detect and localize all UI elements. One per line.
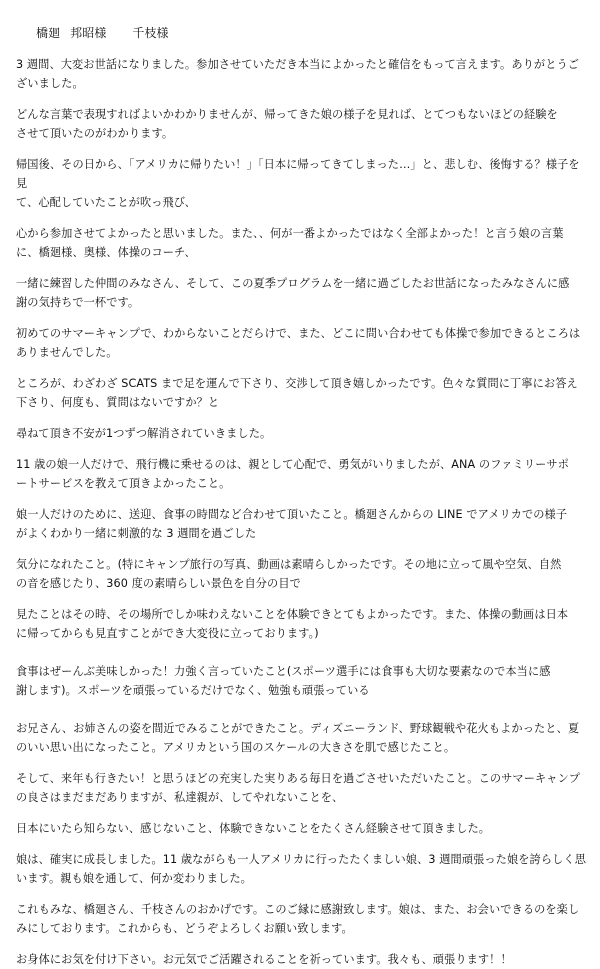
letter-paragraph [16,850,586,888]
paragraph-line: ところが、わざわざ SCATS まで足を運んで下さり、交渉して頂き嬉しかったです。色々な質問に丁寧にお答え [16,377,578,390]
paragraph-line: 見たことはその時、その場所でしか味わえないことを体験できとてもよかったです。また、体操の動画は日本 [16,608,569,621]
recipient-wife: 千枝様 [132,26,169,40]
letter-paragraph [16,555,586,593]
paragraph-line: 初めてのサマーキャンプで、わからないことだらけで、また、どこに問い合わせても体操で参加できるところは [16,327,581,340]
paragraph-line: そして、来年も行きたい！と思うほどの充実した実りある毎日を過ごさせいただいたこと。このサマーキャンプ [16,772,581,785]
letter-paragraph [16,900,586,938]
paragraph-line: ありませんでした。 [16,346,118,359]
paragraph-line: の音を感じたり、360 度の素晴らしい景色を自分の目で [16,577,301,590]
letter-paragraph [16,105,586,143]
paragraph-line: 食事はぜーんぶ美味しかった！力強く言っていたこと(スポーツ選手には食事も大切な要素なので本当に感 [16,665,551,678]
letter-paragraph [16,55,586,93]
paragraph-line: お兄さん、お姉さんの姿を間近でみることができたこと。ディズニーランド、野球観戦や花火もよかったと、夏 [16,722,580,735]
paragraph-line: 娘一人だけのために、送迎、食事の時間など合わせて頂いたこと。橋廻さんからの LINE でアメリカでの様子 [16,508,568,521]
letter-paragraph [16,274,586,312]
paragraph-line: 日本にいたら知らない、感じないこと、体験できないことをたくさん経験させて頂きました。 [16,822,491,835]
letter-paragraph [16,424,586,443]
letter-paragraph [16,662,586,700]
paragraph-line: 11 歳の娘一人だけで、飛行機に乗せるのは、親として心配で、勇気がいりましたが、ANA のファミリーサポ [16,458,569,471]
paragraph-line: させて頂いたのがわかります。 [16,127,174,140]
letter-paragraph [16,374,586,412]
paragraph-line: どんな言葉で表現すればよいかわかりませんが、帰ってきた娘の様子を見れば、とてつもないほどの経験を [16,108,558,121]
letter-paragraph [16,155,586,212]
letter-body [16,55,586,969]
letter-paragraph [16,224,586,262]
paragraph-line: に、橋廻様、奥様、体操のコーチ、 [16,246,196,259]
paragraph-line: 帰国後、その日から、「アメリカに帰りたい！」「日本に帰ってきてしまった…」と、悲しむ、後悔する？様子を見 [16,158,580,190]
paragraph-line: 下さり、何度も、質問はないですか？と [16,396,220,409]
paragraph-line: て、心配していたことが吹っ飛び、 [16,196,196,209]
paragraph-line: 3 週間、大変お世話になりました。参加させていただき本当によかったと確信をもって言えます。ありがとうご [16,58,580,71]
paragraph-line: の良さはまだまだありますが、私達親が、してやれないことを、 [16,791,344,804]
paragraph-line: これもみな、橋廻さん、千枝さんのおかげです。このご縁に感謝致します。娘は、また、お会いできるのを楽し [16,903,580,916]
letter-paragraph [16,455,586,493]
recipient-surname: 橋廻 [36,26,61,40]
paragraph-line: みにしております。これからも、どうぞよろしくお願い致します。 [16,922,353,935]
letter-salutation [16,24,586,43]
letter-paragraph [16,950,586,969]
paragraph-line: ざいました。 [16,77,84,90]
paragraph-line: のいい思い出になったこと。アメリカという国のスケールの大きさを肌で感じたこと。 [16,741,456,754]
letter-paragraph [16,324,586,362]
paragraph-line: ートサービスを教えて頂きよかったこと。 [16,477,231,490]
paragraph-line: 一緒に練習した仲間のみなさん、そして、この夏季プログラムを一緒に過ごしたお世話になったみなさんに感 [16,277,570,290]
letter-paragraph [16,769,586,807]
paragraph-line: 尋ねて頂き不安が1つずつ解消されていきました。 [16,427,272,440]
paragraph-line: 気分になれたこと。(特にキャンプ旅行の写真、動画は素晴らしかったです。その地に立って風や空気、自然 [16,558,562,571]
paragraph-line: 心から参加させてよかったと思いました。また、、何が一番よかったではなく全部よかった！と言う娘の言葉 [16,227,564,240]
paragraph-line: がよくわかり一緒に刺激的な 3 週間を過ごした [16,527,257,540]
paragraph-line: お身体にお気を付け下さい。お元気でご活躍されることを祈っています。我々も、頑張ります！！ [16,953,512,966]
recipient-husband: 邦昭様 [70,26,107,40]
paragraph-line: 謝します)。スポーツを頑張っているだけでなく、勉強も頑張っている [16,684,370,697]
letter-paragraph [16,605,586,643]
letter-paragraph [16,719,586,757]
paragraph-line: います。親も娘を通して、何か変わりました。 [16,872,252,885]
paragraph-line: 娘は、確実に成長しました。11 歳ながらも一人アメリカに行ったたくましい娘、3 週間頑張った娘を誇らしく思 [16,853,586,866]
paragraph-line: 謝の気持ちで一杯です。 [16,296,140,309]
letter-paragraph [16,505,586,543]
letter-paragraph [16,819,586,838]
paragraph-line: に帰ってからも見直すことができ大変役に立っております。) [16,627,319,640]
